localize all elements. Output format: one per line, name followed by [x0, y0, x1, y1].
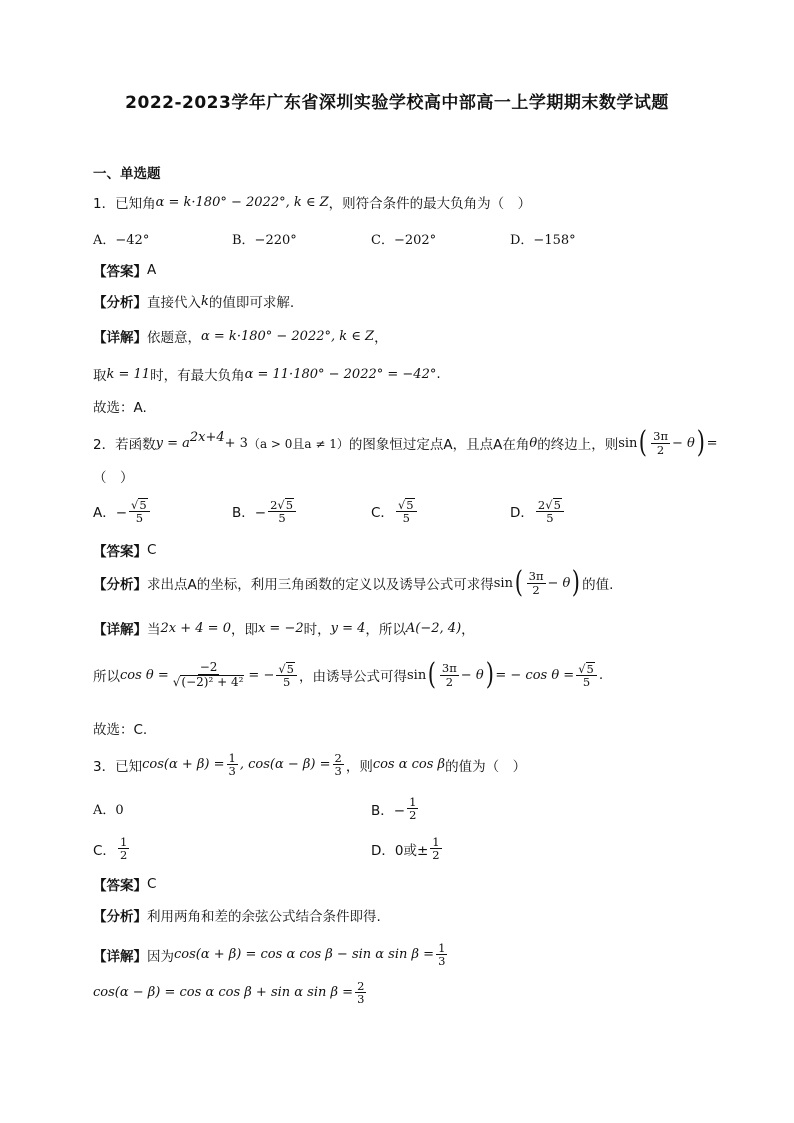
radicand: 5 — [139, 498, 147, 512]
q2-stem-mid: 的图象恒过定点A，且点A在角 — [348, 437, 530, 453]
q2-option-b — [232, 498, 371, 524]
q3-option-a: A．0 — [93, 803, 124, 819]
q2-stem — [93, 425, 718, 460]
q2-sin: sin — [407, 667, 427, 683]
coef: 2 — [270, 498, 278, 512]
q2-detail-mid2: 时， — [303, 622, 331, 638]
left-paren: ( — [639, 425, 648, 460]
q1-detail-text: 依题意， — [147, 330, 201, 346]
frac-den: 3 — [334, 764, 342, 779]
q3-detail-frac2 — [355, 980, 366, 1005]
frac-den: 3 — [357, 992, 365, 1007]
q2-detail-math2: x = −2 — [257, 620, 304, 636]
q1-option-a: A．−42° — [93, 233, 150, 248]
q1-analysis-var: k — [201, 293, 209, 309]
frac-den: 2 — [432, 848, 440, 863]
radicand: 5 — [286, 661, 294, 676]
q2-stem-text: 2．若函数 — [93, 437, 156, 453]
left-paren: ( — [514, 565, 523, 600]
q2-minus-theta: − θ — [460, 667, 484, 683]
q2-line2-mid: ，由诱导公式可得 — [299, 669, 407, 685]
q3-option-c-label: C． — [93, 842, 116, 859]
q2-line2-text: 所以 — [93, 669, 120, 685]
radicand: 5 — [285, 498, 294, 512]
q3-option-c-frac — [118, 836, 129, 861]
q2-minus-theta: − θ — [672, 435, 695, 451]
q2-detail-line2 — [93, 657, 604, 692]
q3-analysis-text: 利用两角和差的余弦公式结合条件即得. — [147, 909, 381, 925]
frac-num: 2 — [357, 979, 365, 993]
q3-option-d — [371, 836, 444, 861]
q1-analysis-tail: 的值即可求解. — [208, 295, 295, 311]
q3-stem-text: 3．已知 — [93, 758, 143, 775]
q2-detail-text: 当 — [147, 622, 161, 638]
frac-den: 3 — [228, 764, 236, 779]
frac-num: 1 — [228, 751, 236, 765]
q1-stem-text: 1．已知角 — [93, 196, 156, 212]
frac-den: 5 — [278, 511, 286, 526]
q3-stem — [93, 752, 526, 777]
q2-answer-value: C — [147, 542, 157, 558]
radicand: (−2)² + 4² — [181, 675, 244, 689]
right-paren: ) — [485, 657, 494, 692]
q2-stem-mid2: 的终边上，则 — [537, 437, 619, 453]
q1-detail-math: α = k·180° − 2022°, k ∈ Z — [201, 328, 375, 344]
answer-tag: 【答案】 — [93, 878, 147, 894]
q3-answer-value: C — [147, 876, 157, 892]
frac-num: 1 — [119, 835, 128, 849]
q3-answer — [93, 874, 156, 894]
q3-frac1 — [227, 752, 238, 777]
q2-blank: （ ） — [93, 470, 134, 486]
q2-detail — [93, 618, 475, 638]
q3-detail — [93, 942, 449, 967]
q2-detail-mid: ，即 — [230, 622, 258, 638]
q3-detail-math1: cos(α + β) = cos α cos β − sin α sin β = — [174, 947, 435, 963]
document-title: 2022-2023学年广东省深圳实验学校高中部高一上学期期末数学试题 — [125, 93, 669, 113]
answer-tag: 【答案】 — [93, 264, 147, 280]
q3-math2: , cos(α − β) = — [239, 757, 331, 773]
q1-option-b: B．−220° — [232, 233, 297, 248]
q3-stem-mid: ，则 — [345, 758, 373, 775]
q1-answer — [93, 260, 156, 280]
right-paren: ) — [572, 565, 581, 600]
q2-option-a — [93, 498, 232, 524]
q2-eq: = — [706, 435, 718, 451]
answer-tag: 【答案】 — [93, 544, 147, 560]
q1-line2-math1: k = 11 — [106, 366, 151, 382]
q2-theta: θ — [529, 435, 538, 451]
q2-detail-mid3: ，所以 — [365, 622, 406, 638]
frac-num: 3π — [653, 429, 668, 444]
q2-fraction — [440, 662, 459, 687]
q1-option-c: C．−202° — [371, 233, 437, 248]
frac-num: 3π — [441, 661, 457, 676]
q3-option-d-label: D．0或± — [371, 842, 429, 859]
q1-detail — [93, 326, 388, 346]
q2-detail-math1: 2x + 4 = 0 — [160, 620, 231, 636]
q2-analysis-text: 求出点A的坐标，利用三角函数的定义以及诱导公式可求得 — [147, 577, 494, 593]
q2-cos-fraction: −2 √ (−2)² + 4² — [172, 660, 244, 689]
frac-num: 1 — [432, 835, 440, 849]
q1-detail-line2 — [93, 364, 441, 384]
q2-option-c-frac: √ 5 5 — [396, 498, 417, 524]
q2-detail-tail: ， — [461, 622, 475, 638]
q3-option-c — [93, 836, 371, 861]
detail-tag: 【详解】 — [93, 948, 147, 965]
frac-den: 2 — [656, 442, 665, 457]
q2-fraction — [527, 570, 546, 595]
q2-option-c — [371, 498, 510, 524]
q2-eq-cos: = − cos θ = — [495, 667, 575, 683]
analysis-tag: 【分析】 — [93, 909, 147, 925]
analysis-tag: 【分析】 — [93, 577, 147, 593]
left-paren: ( — [427, 657, 437, 692]
q2-detail-math3: y = 4 — [330, 620, 366, 636]
radicand: 5 — [406, 498, 414, 512]
frac-num: 1 — [409, 795, 417, 809]
q3-option-b-frac — [407, 796, 418, 821]
q3-math1: cos(α + β) = — [142, 757, 225, 773]
q1-stem-tail: ，则符合条件的最大负角为（ ） — [328, 196, 532, 212]
frac-den: 2 — [409, 808, 417, 823]
frac-den: 2 — [532, 582, 540, 597]
q2-option-a-frac: √ 5 5 — [129, 498, 150, 524]
q2-detail-math4: A(−2, 4) — [405, 620, 462, 636]
q1-answer-value: A — [147, 262, 157, 278]
radicand: 5 — [553, 498, 561, 512]
frac-num: 2 — [334, 751, 342, 765]
q2-func-exp: 2x+4 — [189, 429, 225, 445]
radicand: 5 — [586, 661, 594, 676]
q2-cos-theta: cos θ = — [120, 667, 169, 683]
q1-line2-math2: α = 11·180° − 2022° = −42° — [244, 366, 437, 382]
q2-analysis-tail: 的值. — [582, 577, 614, 593]
q2-option-b-label: B．− — [232, 505, 267, 522]
q3-option-b — [371, 796, 420, 821]
detail-tag: 【详解】 — [93, 622, 147, 638]
q2-option-d-frac: 2 √ 5 5 — [536, 498, 564, 524]
q1-analysis-text: 直接代入 — [147, 295, 201, 311]
q3-math3: cos α cos β — [372, 757, 446, 773]
q2-condition: （a > 0且a ≠ 1） — [247, 436, 349, 451]
q1-line2-mid: 时，有最大负角 — [150, 368, 245, 384]
q2-option-c-label: C． — [371, 505, 394, 522]
q3-detail-math2: cos(α − β) = cos α cos β + sin α sin β = — [93, 985, 354, 1001]
frac-den: 3 — [438, 954, 446, 969]
q2-answer — [93, 540, 156, 560]
frac-num: −2 — [199, 660, 218, 675]
q1-options — [93, 229, 576, 248]
q1-conclusion: 故选：A. — [93, 400, 147, 416]
q2-sin: sin — [493, 575, 513, 591]
frac-num: 1 — [438, 941, 446, 955]
q2-sqrt5-over-5: √ 5 5 — [576, 662, 597, 688]
detail-tag: 【详解】 — [93, 330, 147, 346]
frac-den: 5 — [546, 511, 554, 526]
q2-option-a-label: A．− — [93, 505, 128, 522]
frac-den: 5 — [582, 675, 591, 689]
right-paren: ) — [696, 425, 705, 460]
q3-analysis — [93, 905, 381, 925]
q3-options-row2 — [93, 836, 444, 861]
q2-option-d-label: D． — [510, 505, 534, 522]
q2-func: y = a — [155, 435, 190, 451]
q2-sin: sin — [618, 435, 638, 451]
frac-den: 5 — [283, 675, 291, 689]
frac-den: 5 — [402, 511, 410, 526]
q2-conclusion: 故选：C. — [93, 722, 148, 738]
q2-analysis — [93, 565, 614, 600]
q3-detail-text: 因为 — [147, 948, 174, 965]
q2-fraction — [651, 430, 670, 455]
period: . — [598, 667, 604, 683]
q3-detail-line2 — [93, 980, 368, 1005]
coef: 2 — [537, 498, 546, 512]
q2-minus-theta: − θ — [547, 575, 571, 591]
q2-func-tail: + 3 — [224, 435, 248, 451]
q3-option-b-label: B．− — [371, 802, 406, 819]
q2-option-d — [510, 498, 566, 524]
q1-line2-text: 取 — [93, 368, 107, 384]
q1-line2-tail: . — [436, 366, 441, 382]
q3-frac2 — [333, 752, 344, 777]
q3-option-d-frac — [430, 836, 441, 861]
q3-detail-frac1 — [436, 942, 447, 967]
q3-stem-tail: 的值为（ ） — [445, 758, 527, 775]
frac-den: 2 — [119, 848, 128, 863]
frac-den: 5 — [135, 511, 144, 526]
q2-option-b-frac: 2 √ 5 5 — [268, 498, 296, 524]
q1-analysis — [93, 291, 294, 311]
q1-stem — [93, 192, 531, 212]
frac-den: 2 — [445, 674, 454, 689]
q2-eq-neg: = − — [248, 667, 275, 683]
q1-stem-math: α = k·180° − 2022°, k ∈ Z — [155, 194, 329, 210]
q2-sqrt5-over-5: √ 5 5 — [276, 662, 297, 688]
q1-detail-tail: ， — [374, 330, 388, 346]
section-heading: 一、单选题 — [93, 166, 161, 182]
frac-num: 3π — [528, 569, 544, 584]
q3-options-row1 — [93, 796, 420, 821]
analysis-tag: 【分析】 — [93, 295, 147, 311]
q1-option-d: D．−158° — [510, 233, 576, 248]
q2-options — [93, 498, 566, 524]
